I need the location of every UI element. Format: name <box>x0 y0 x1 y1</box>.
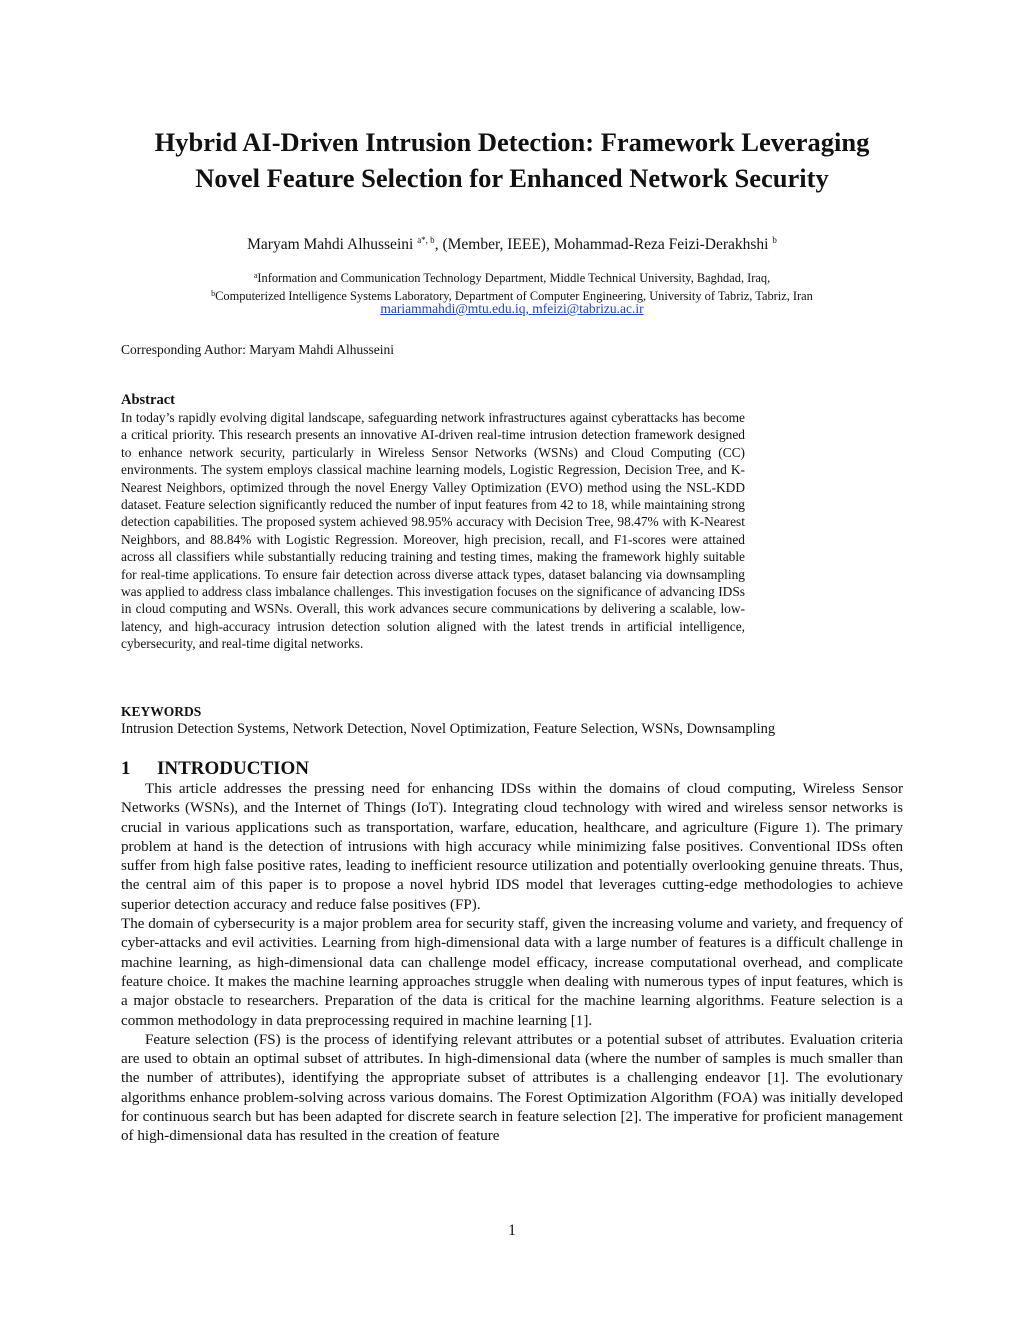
abstract-text: In today’s rapidly evolving digital landscape, safeguarding network infrastructures against cyberattacks has become a critical priority. This research presents an innovative AI-driven real-time intrusion detection framework designed to enhance network security, particularly in Wireless Sensor Networks (WSNs) and Cloud Computing (CC) environments. The system employs classical machine learning models, Logistic Regression, Decision Tree, and K-Nearest Neighbors, optimized through the novel Energy Valley Optimization (EVO) method using the NSL-KDD dataset. Feature selection significantly reduced the number of input features from 42 to 18, while maintaining strong detection capabilities. The proposed system achieved 98.95% accuracy with Decision Tree, 98.47% with K-Nearest Neighbors, and 88.84% with Logistic Regression. Moreover, high precision, recall, and F1-scores were attained across all classifiers while substantially reducing training and testing times, making the framework highly suitable for real-time applications. To ensure fair detection across diverse attack types, dataset balancing via downsampling was applied to address class imbalance challenges. This investigation focuses on the significance of advancing IDSs in cloud computing and WSNs. Overall, this work advances secure communications by delivering a scalable, low-latency, and high-accuracy intrusion detection solution aligned with the latest trends in artificial intelligence, cybersecurity, and real-time digital networks. <box>121 410 745 652</box>
section-heading-introduction <box>121 758 309 780</box>
affiliation-a-text: Information and Communication Technology Department, Middle Technical University, Baghdad, Iraq, <box>257 271 771 285</box>
author-1-suffix: , (Member, IEEE), Mohammad-Reza Feizi-Derakhshi <box>434 236 773 253</box>
paragraph: This article addresses the pressing need for enhancing IDSs within the domains of cloud computing, Wireless Sensor Networks (WSNs), and the Internet of Things (IoT). Integrating cloud technology with wired and wireless sensor networks is crucial in various applications such as transportation, warfare, education, healthcare, and agriculture (Figure 1). The primary problem at hand is the detection of intrusions with high accuracy while minimizing false positives. Conventional IDSs often suffer from high false positive rates, leading to inefficient resource utilization and potentially overlooking genuine threats. Thus, the central aim of this paper is to propose a novel hybrid IDS model that leverages cutting-edge methodologies to achieve superior detection accuracy and reduce false positives (FP). <box>121 781 903 913</box>
title-line-1: Hybrid AI-Driven Intrusion Detection: Framework Leveraging <box>154 127 870 157</box>
paragraph: Feature selection (FS) is the process of identifying relevant attributes or a potential subset of attributes. Evaluation criteria are used to obtain an optimal subset of attributes. In high-dimensional data (where the number of samples is much smaller than the number of attributes), identifying the appropriate subset of attributes is a challenging endeavor [1]. The evolutionary algorithms enhance problem-solving across various domains. The Forest Optimization Algorithm (FOA) was initially developed for continuous search but has been adapted for discrete search in feature selection [2]. The imperative for proficient management of high-dimensional data has resulted in the creation of feature <box>121 1031 903 1145</box>
author-2-affiliation-mark: b <box>772 235 777 245</box>
author-1: Maryam Mahdi Alhusseini <box>247 236 418 253</box>
affiliations <box>100 268 924 304</box>
author-list <box>100 230 924 255</box>
introduction-body <box>121 780 903 1147</box>
keywords-heading: KEYWORDS <box>121 704 202 719</box>
abstract-heading: Abstract <box>121 392 175 408</box>
affiliation-b-mark: b <box>211 289 216 298</box>
title-line-2: Novel Feature Selection for Enhanced Network Security <box>195 163 829 193</box>
page-number: 1 <box>508 1222 516 1239</box>
affiliation-a-mark: a <box>253 271 258 280</box>
author-emails <box>100 300 924 317</box>
email-link-2[interactable]: mfeizi@tabrizu.ac.ir <box>532 301 644 316</box>
paper-title <box>100 124 924 196</box>
author-1-affiliation-marks: a*, b <box>417 235 435 245</box>
section-number: 1 <box>121 758 131 779</box>
affiliation-b-text: Computerized Intelligence Systems Laboratory, Department of Computer Engineering, University of Tabriz, Tabriz, Iran <box>215 289 813 303</box>
affiliation-a <box>100 268 924 286</box>
section-title: INTRODUCTION <box>157 758 310 779</box>
paragraph: The domain of cybersecurity is a major problem area for security staff, given the increasing volume and variety, and frequency of cyber-attacks and evil activities. Learning from high-dimensional data with a large number of features is a difficult challenge in machine learning, as high-dimensional data can challenge model efficacy, increase computational overhead, and complicate feature choice. It makes the machine learning approaches struggle when dealing with numerous types of input features, which is a major obstacle to researchers. Preparation of the data is critical for the machine learning algorithms. Feature selection is a common methodology in data preprocessing required in machine learning [1]. <box>121 916 903 1029</box>
keywords-list: Intrusion Detection Systems, Network Detection, Novel Optimization, Feature Selection, WSNs, Downsampling <box>121 721 776 737</box>
email-link-1[interactable]: mariammahdi@mtu.edu.iq, <box>380 301 533 316</box>
corresponding-author: Corresponding Author: Maryam Mahdi Alhusseini <box>121 342 394 357</box>
